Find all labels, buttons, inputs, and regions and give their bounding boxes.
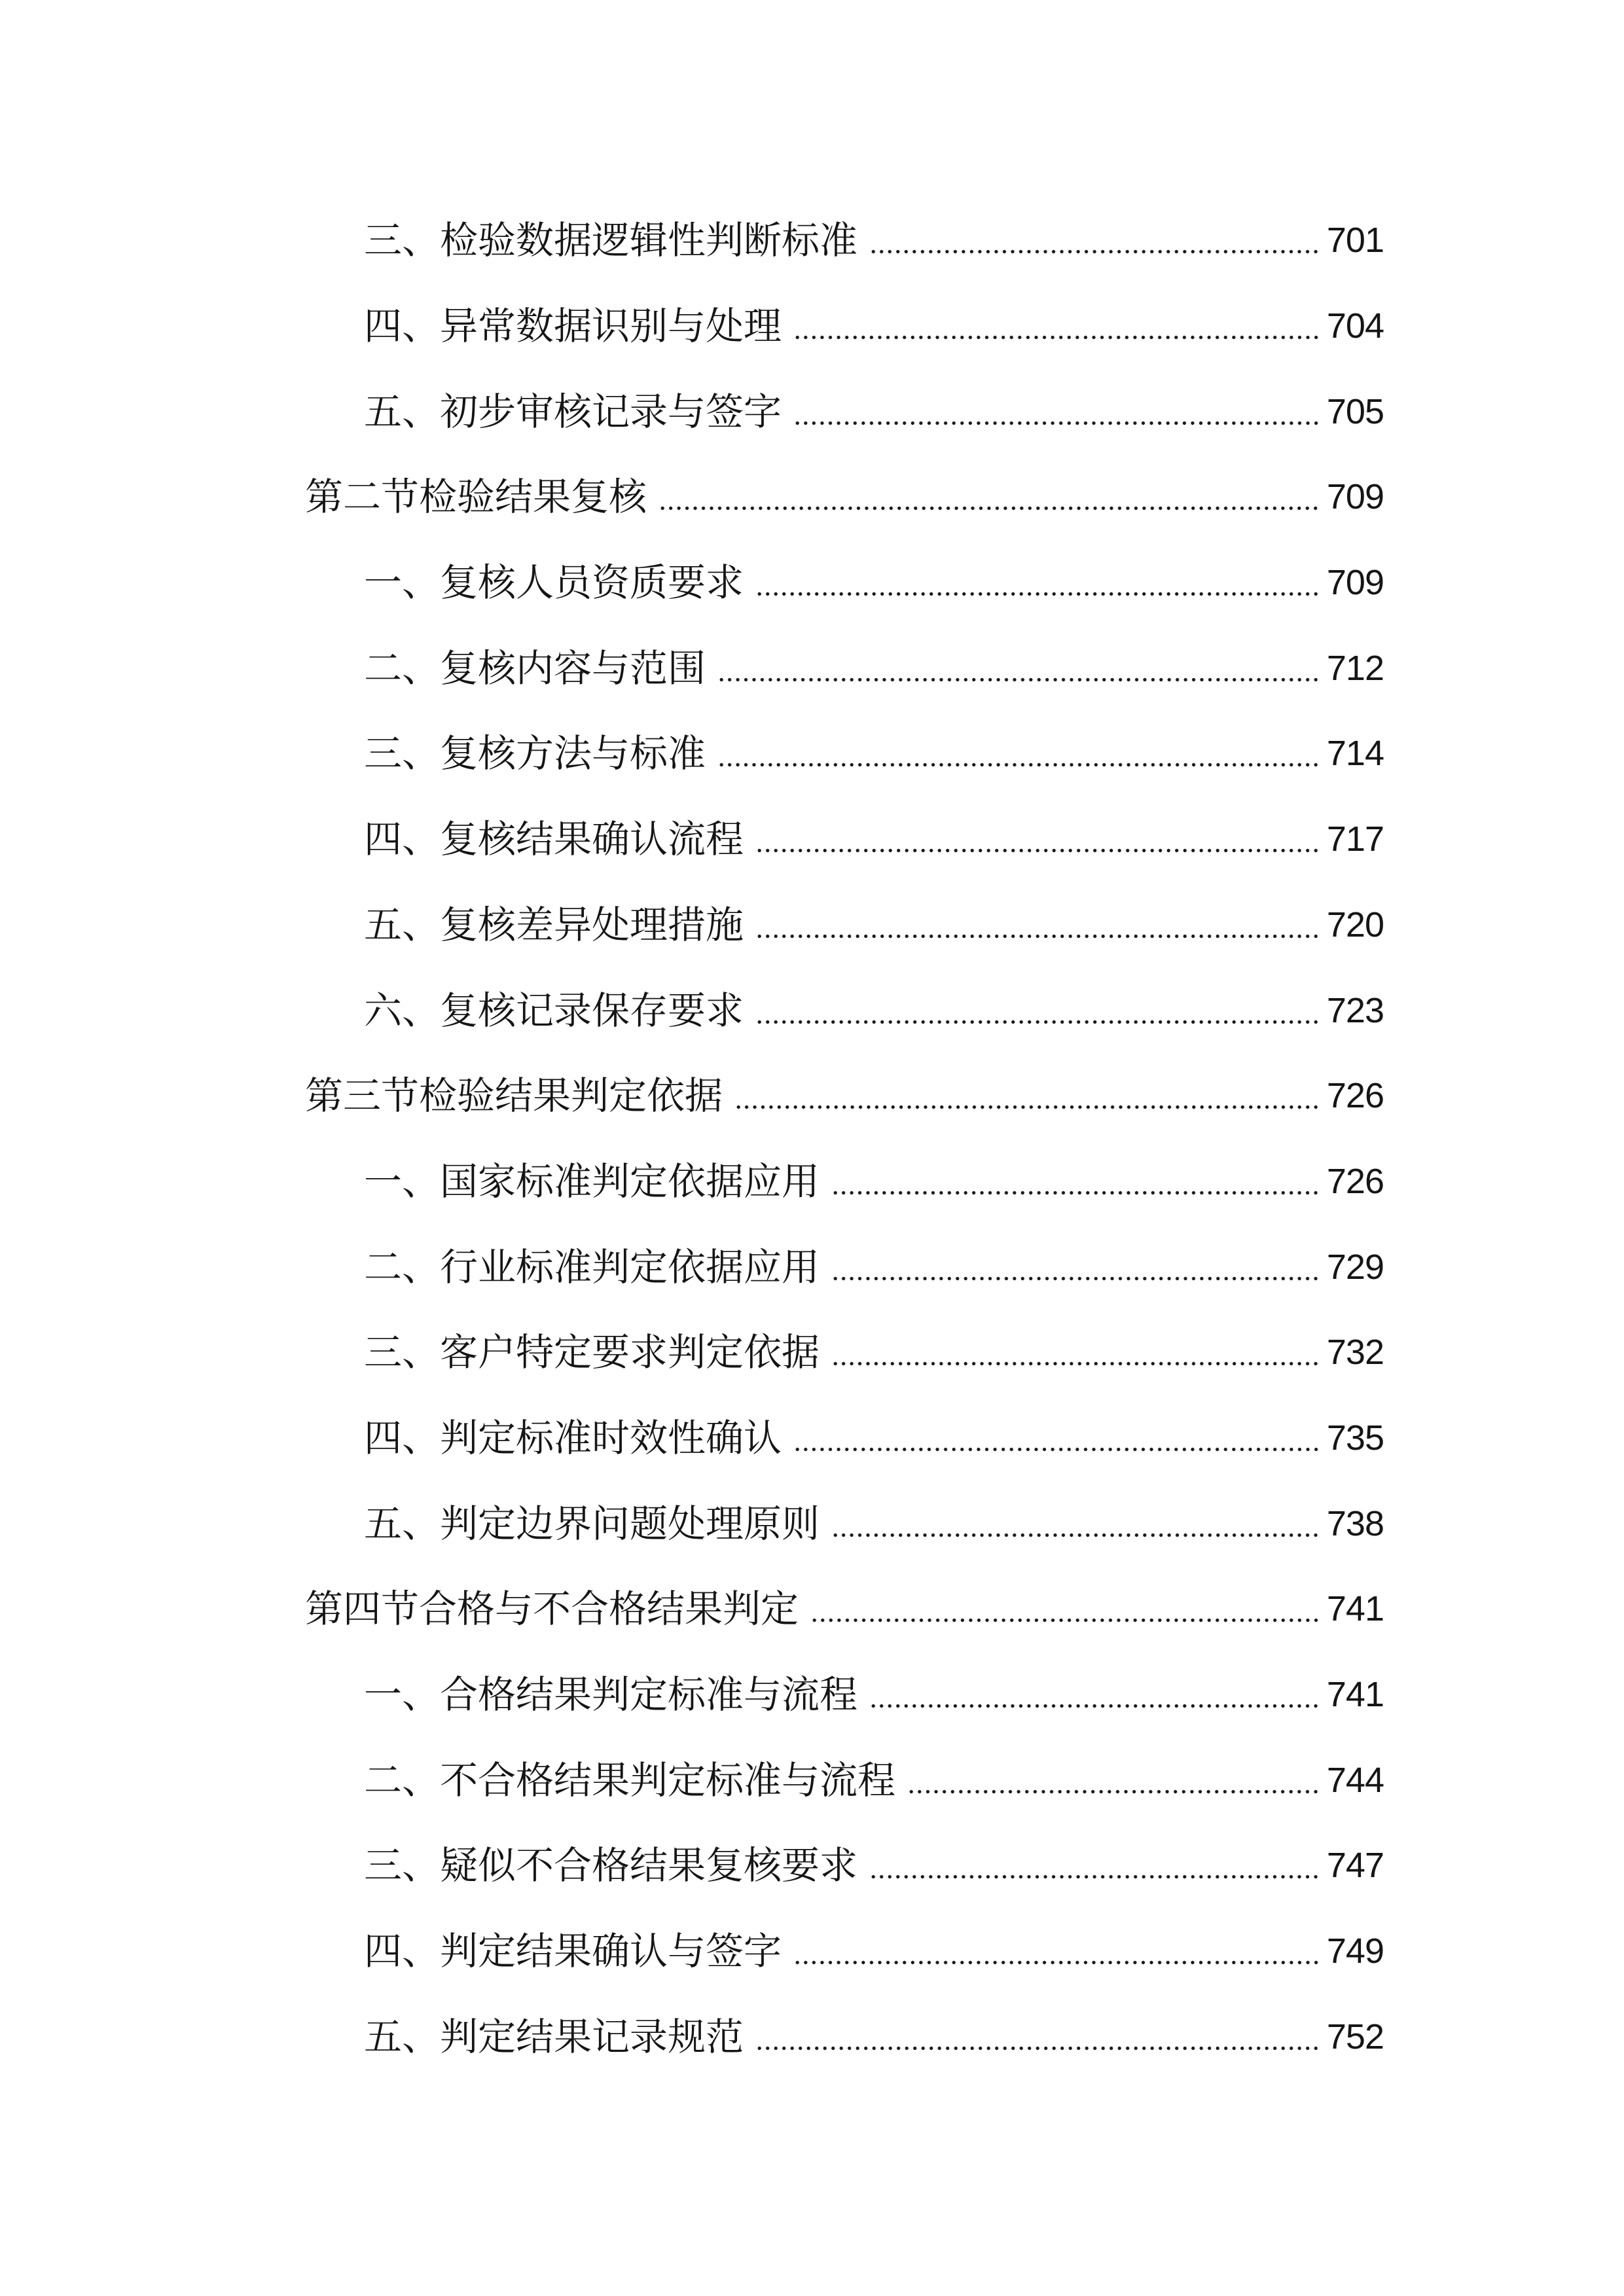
leader-dots: [869, 226, 1320, 255]
toc-entry-page: 749: [1326, 1931, 1384, 1971]
toc-entry-page: 720: [1326, 905, 1384, 944]
leader-dots: [755, 568, 1320, 597]
toc-entry-title: 二、不合格结果判定标准与流程: [364, 1757, 896, 1803]
toc-entry-page: 732: [1326, 1333, 1384, 1372]
toc-entry-page: 741: [1326, 1675, 1384, 1715]
toc-entry: [305, 797, 1384, 882]
toc-entry: [305, 198, 1384, 283]
toc-entry: [305, 711, 1384, 797]
toc-entry: [305, 368, 1384, 454]
leader-dots: [755, 825, 1320, 853]
toc-section-title: 第四节合格与不合格结果判定: [305, 1587, 799, 1632]
leader-dots: [793, 312, 1320, 340]
toc-entry-page: 709: [1326, 563, 1384, 603]
toc-entry-title: 六、复核记录保存要求: [364, 988, 744, 1033]
toc-entry-title: 四、复核结果确认流程: [364, 817, 744, 862]
toc-entry: [305, 1909, 1384, 1994]
toc-entry-page: 752: [1326, 2017, 1384, 2056]
toc-section-entry: [305, 1566, 1384, 1652]
leader-dots: [717, 654, 1320, 683]
leader-dots: [755, 2022, 1320, 2051]
toc-entry-page: 726: [1326, 1076, 1384, 1116]
toc-entry-page: 744: [1326, 1760, 1384, 1800]
toc-entry: [305, 967, 1384, 1053]
toc-entry-title: 三、疑似不合格结果复核要求: [364, 1843, 858, 1888]
toc-entry-title: 一、复核人员资质要求: [364, 560, 744, 605]
toc-entry-page: 735: [1326, 1418, 1384, 1458]
toc-section-title: 第二节检验结果复核: [305, 475, 647, 520]
toc-entry: [305, 1652, 1384, 1738]
leader-dots: [831, 1338, 1320, 1367]
leader-dots: [755, 996, 1320, 1025]
toc-entry-title: 四、判定标准时效性确认: [364, 1415, 782, 1460]
toc-entry-title: 二、复核内容与范围: [364, 645, 706, 691]
toc-entry-title: 三、检验数据逻辑性判断标准: [364, 218, 858, 263]
toc-entry-title: 四、异常数据识别与处理: [364, 304, 782, 349]
toc-entry-title: 三、复核方法与标准: [364, 731, 706, 776]
toc-entry-title: 五、判定结果记录规范: [364, 2014, 744, 2059]
toc-entry: [305, 540, 1384, 626]
toc-entry-page: 726: [1326, 1161, 1384, 1201]
leader-dots: [793, 1424, 1320, 1452]
toc-entry: [305, 1224, 1384, 1310]
toc-entry-title: 一、国家标准判定依据应用: [364, 1158, 820, 1204]
toc-entry-page: 717: [1326, 819, 1384, 859]
toc-entry: [305, 1139, 1384, 1225]
toc-entry: [305, 625, 1384, 711]
toc-entry-page: 747: [1326, 1846, 1384, 1886]
toc-section-entry: [305, 1053, 1384, 1139]
toc-entry: [305, 283, 1384, 369]
toc-entry-page: 709: [1326, 477, 1384, 517]
leader-dots: [793, 1937, 1320, 1965]
leader-dots: [831, 1509, 1320, 1538]
toc-entry-page: 723: [1326, 990, 1384, 1030]
toc-entry: [305, 1823, 1384, 1909]
leader-dots: [869, 1680, 1320, 1709]
toc-entry-title: 五、初步审核记录与签字: [364, 389, 782, 434]
toc-section-entry: [305, 454, 1384, 540]
leader-dots: [755, 910, 1320, 939]
toc-entry: [305, 1310, 1384, 1395]
toc-entry-page: 705: [1326, 391, 1384, 431]
leader-dots: [659, 482, 1320, 511]
leader-dots: [907, 1766, 1320, 1795]
toc-entry: [305, 1737, 1384, 1823]
leader-dots: [793, 397, 1320, 426]
toc-entry-title: 五、判定边界问题处理原则: [364, 1501, 820, 1546]
toc-entry-page: 704: [1326, 306, 1384, 346]
leader-dots: [810, 1594, 1320, 1623]
toc-entry-page: 741: [1326, 1589, 1384, 1629]
toc-entry: [305, 882, 1384, 968]
toc-entry: [305, 1480, 1384, 1566]
leader-dots: [869, 1851, 1320, 1880]
leader-dots: [717, 739, 1320, 768]
toc-entry-title: 三、客户特定要求判定依据: [364, 1330, 820, 1375]
toc-entry-page: 712: [1326, 648, 1384, 688]
leader-dots: [831, 1253, 1320, 1282]
table-of-contents: [305, 198, 1384, 2079]
toc-entry-title: 二、行业标准判定依据应用: [364, 1244, 820, 1289]
toc-entry: [305, 1994, 1384, 2079]
toc-entry-title: 一、合格结果判定标准与流程: [364, 1672, 858, 1717]
toc-entry: [305, 1395, 1384, 1481]
toc-entry-page: 714: [1326, 734, 1384, 774]
toc-entry-page: 738: [1326, 1503, 1384, 1543]
toc-entry-page: 701: [1326, 221, 1384, 260]
toc-entry-title: 五、复核差异处理措施: [364, 902, 744, 947]
toc-entry-page: 729: [1326, 1247, 1384, 1287]
leader-dots: [734, 1081, 1320, 1110]
toc-entry-title: 四、判定结果确认与签字: [364, 1929, 782, 1974]
leader-dots: [831, 1167, 1320, 1196]
toc-section-title: 第三节检验结果判定依据: [305, 1073, 723, 1119]
